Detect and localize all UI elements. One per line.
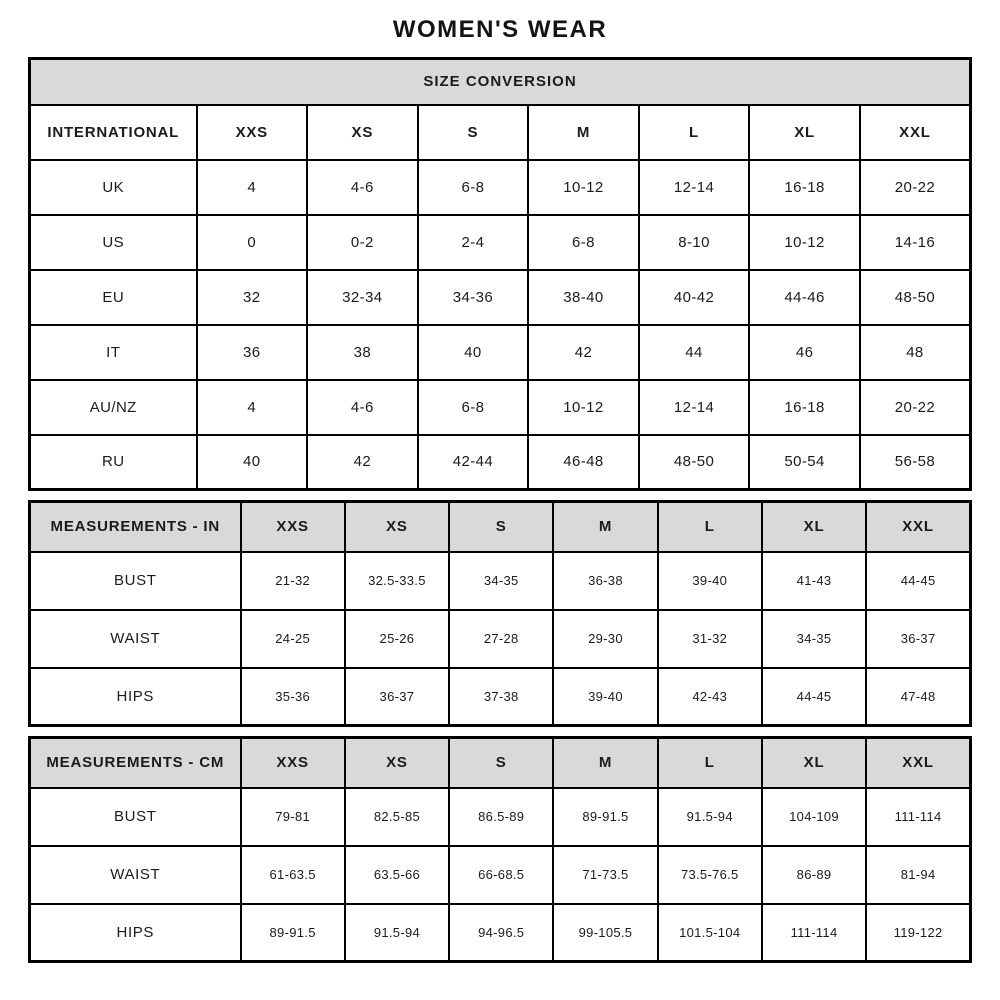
row-label-uk: UK (30, 160, 197, 215)
row-label-eu: EU (30, 270, 197, 325)
size-value-cell: 40 (418, 325, 529, 380)
column-header-xs: XS (307, 105, 418, 160)
table-row-us (30, 215, 971, 270)
size-value-cell: 4-6 (307, 380, 418, 435)
size-value-cell: 48-50 (639, 435, 750, 490)
measurement-value-cell: 111-114 (866, 788, 970, 846)
row-label-ru: RU (30, 435, 197, 490)
column-header-xl: XL (762, 738, 866, 788)
measurement-value-cell: 24-25 (241, 610, 345, 668)
measurement-value-cell: 39-40 (553, 668, 657, 726)
size-value-cell: 46 (749, 325, 860, 380)
measurement-value-cell: 86.5-89 (449, 788, 553, 846)
size-value-cell: 14-16 (860, 215, 971, 270)
column-header-xs: XS (345, 502, 449, 552)
table-row-ru (30, 435, 971, 490)
size-value-cell: 12-14 (639, 160, 750, 215)
measurement-value-cell: 99-105.5 (553, 904, 657, 962)
row-label-bust: BUST (30, 788, 241, 846)
size-conversion-title-row (30, 59, 971, 105)
measurement-value-cell: 37-38 (449, 668, 553, 726)
size-value-cell: 38-40 (528, 270, 639, 325)
measurement-value-cell: 36-37 (866, 610, 970, 668)
size-conversion-title: SIZE CONVERSION (30, 59, 971, 105)
size-value-cell: 4 (197, 160, 308, 215)
size-value-cell: 0 (197, 215, 308, 270)
measurement-value-cell: 34-35 (449, 552, 553, 610)
measurement-value-cell: 73.5-76.5 (658, 846, 762, 904)
measurements-in-table (28, 500, 972, 727)
column-header-xxs: XXS (197, 105, 308, 160)
size-value-cell: 42 (528, 325, 639, 380)
size-value-cell: 10-12 (528, 380, 639, 435)
size-value-cell: 44-46 (749, 270, 860, 325)
column-header-xl: XL (762, 502, 866, 552)
table-row-uk (30, 160, 971, 215)
measurement-value-cell: 104-109 (762, 788, 866, 846)
measurement-value-cell: 86-89 (762, 846, 866, 904)
column-header-xxl: XXL (860, 105, 971, 160)
size-value-cell: 4 (197, 380, 308, 435)
measurements-cm-title: MEASUREMENTS - CM (30, 738, 241, 788)
size-value-cell: 36 (197, 325, 308, 380)
row-label-waist: WAIST (30, 610, 241, 668)
column-header-xxl: XXL (866, 738, 970, 788)
size-value-cell: 40-42 (639, 270, 750, 325)
measurement-value-cell: 21-32 (241, 552, 345, 610)
size-value-cell: 48 (860, 325, 971, 380)
column-header-m: M (553, 738, 657, 788)
measurement-value-cell: 34-35 (762, 610, 866, 668)
table-row-it (30, 325, 971, 380)
size-value-cell: 10-12 (749, 215, 860, 270)
measurement-value-cell: 47-48 (866, 668, 970, 726)
size-value-cell: 6-8 (418, 160, 529, 215)
size-value-cell: 32 (197, 270, 308, 325)
size-value-cell: 6-8 (418, 380, 529, 435)
measurement-value-cell: 32.5-33.5 (345, 552, 449, 610)
measurement-value-cell: 82.5-85 (345, 788, 449, 846)
table-row-hips-cm (30, 904, 971, 962)
measurement-value-cell: 61-63.5 (241, 846, 345, 904)
measurements-in-title: MEASUREMENTS - IN (30, 502, 241, 552)
measurement-value-cell: 29-30 (553, 610, 657, 668)
size-value-cell: 20-22 (860, 160, 971, 215)
measurement-value-cell: 63.5-66 (345, 846, 449, 904)
row-label-it: IT (30, 325, 197, 380)
measurement-value-cell: 91.5-94 (658, 788, 762, 846)
size-value-cell: 44 (639, 325, 750, 380)
column-header-s: S (449, 738, 553, 788)
measurement-value-cell: 42-43 (658, 668, 762, 726)
measurement-value-cell: 79-81 (241, 788, 345, 846)
measurement-value-cell: 36-38 (553, 552, 657, 610)
column-header-s: S (418, 105, 529, 160)
row-label-waist: WAIST (30, 846, 241, 904)
row-label-hips: HIPS (30, 668, 241, 726)
measurements-cm-header-row (30, 738, 971, 788)
measurement-value-cell: 111-114 (762, 904, 866, 962)
measurement-value-cell: 119-122 (866, 904, 970, 962)
size-value-cell: 20-22 (860, 380, 971, 435)
row-label-hips: HIPS (30, 904, 241, 962)
measurement-value-cell: 101.5-104 (658, 904, 762, 962)
measurement-value-cell: 44-45 (762, 668, 866, 726)
column-header-xxl: XXL (866, 502, 970, 552)
measurement-value-cell: 91.5-94 (345, 904, 449, 962)
size-conversion-header-row (30, 105, 971, 160)
size-value-cell: 48-50 (860, 270, 971, 325)
page-title: WOMEN'S WEAR (392, 16, 608, 43)
row-label-aunz: AU/NZ (30, 380, 197, 435)
measurement-value-cell: 35-36 (241, 668, 345, 726)
measurement-value-cell: 89-91.5 (553, 788, 657, 846)
size-value-cell: 0-2 (307, 215, 418, 270)
measurement-value-cell: 25-26 (345, 610, 449, 668)
measurement-value-cell: 31-32 (658, 610, 762, 668)
size-conversion-table (28, 57, 972, 491)
size-value-cell: 10-12 (528, 160, 639, 215)
measurement-value-cell: 39-40 (658, 552, 762, 610)
column-header-m: M (553, 502, 657, 552)
column-header-l: L (658, 502, 762, 552)
size-value-cell: 16-18 (749, 380, 860, 435)
column-header-l: L (639, 105, 750, 160)
size-value-cell: 8-10 (639, 215, 750, 270)
size-value-cell: 46-48 (528, 435, 639, 490)
table-row-waist-in (30, 610, 971, 668)
size-value-cell: 42-44 (418, 435, 529, 490)
size-value-cell: 34-36 (418, 270, 529, 325)
table-row-bust-cm (30, 788, 971, 846)
measurement-value-cell: 71-73.5 (553, 846, 657, 904)
table-row-eu (30, 270, 971, 325)
size-value-cell: 12-14 (639, 380, 750, 435)
size-value-cell: 4-6 (307, 160, 418, 215)
measurement-value-cell: 27-28 (449, 610, 553, 668)
size-value-cell: 38 (307, 325, 418, 380)
measurement-value-cell: 89-91.5 (241, 904, 345, 962)
column-header-international: INTERNATIONAL (30, 105, 197, 160)
size-value-cell: 2-4 (418, 215, 529, 270)
size-value-cell: 16-18 (749, 160, 860, 215)
column-header-s: S (449, 502, 553, 552)
column-header-xs: XS (345, 738, 449, 788)
size-value-cell: 42 (307, 435, 418, 490)
row-label-bust: BUST (30, 552, 241, 610)
size-value-cell: 40 (197, 435, 308, 490)
size-value-cell: 56-58 (860, 435, 971, 490)
measurement-value-cell: 36-37 (345, 668, 449, 726)
table-row-waist-cm (30, 846, 971, 904)
column-header-l: L (658, 738, 762, 788)
column-header-xxs: XXS (241, 502, 345, 552)
measurements-in-header-row (30, 502, 971, 552)
measurement-value-cell: 66-68.5 (449, 846, 553, 904)
row-label-us: US (30, 215, 197, 270)
table-row-aunz (30, 380, 971, 435)
table-row-hips-in (30, 668, 971, 726)
measurement-value-cell: 41-43 (762, 552, 866, 610)
size-value-cell: 6-8 (528, 215, 639, 270)
measurement-value-cell: 44-45 (866, 552, 970, 610)
size-value-cell: 32-34 (307, 270, 418, 325)
size-value-cell: 50-54 (749, 435, 860, 490)
column-header-xxs: XXS (241, 738, 345, 788)
measurement-value-cell: 81-94 (866, 846, 970, 904)
measurement-value-cell: 94-96.5 (449, 904, 553, 962)
table-row-bust-in (30, 552, 971, 610)
measurements-cm-table (28, 736, 972, 963)
column-header-xl: XL (749, 105, 860, 160)
column-header-m: M (528, 105, 639, 160)
